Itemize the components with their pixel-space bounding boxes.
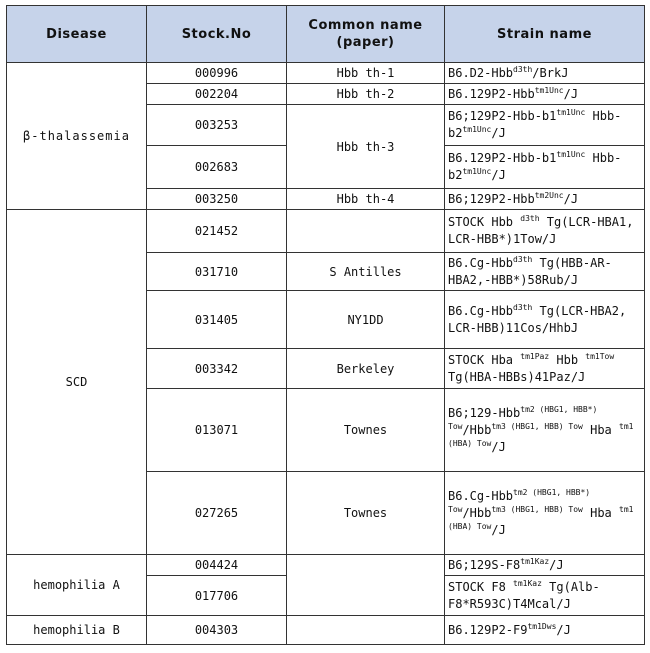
common-name-cell: Hbb th-3: [287, 105, 445, 189]
strain-text: B6.Cg-Hbb: [448, 488, 514, 503]
strain-cell: [445, 210, 645, 253]
table-row: [7, 555, 645, 576]
strain-text: /J: [549, 557, 564, 572]
strain-text: /J: [491, 126, 506, 140]
strain-text: Hbb: [549, 352, 586, 367]
allele-superscript: tm1Dws: [527, 621, 557, 631]
allele-superscript: tm1Paz: [520, 351, 550, 361]
allele-superscript: tm1Unc: [556, 108, 586, 117]
common-name-cell: Hbb th-4: [287, 189, 445, 210]
allele-superscript: tm1Unc: [556, 150, 586, 159]
common-name-cell: Berkeley: [287, 349, 445, 389]
header-stock-no: Stock.No: [147, 6, 287, 63]
strain-text: Hbb-b2: [448, 151, 622, 182]
strain-cell: [445, 472, 645, 555]
stock-cell: 003250: [147, 189, 287, 210]
strain-text: Hba: [582, 422, 619, 437]
common-name-cell: [287, 616, 445, 645]
common-name-cell: S Antilles: [287, 253, 445, 291]
strain-cell: [445, 389, 645, 472]
header-strain-name: Strain name: [445, 6, 645, 63]
strain-cell: [445, 146, 645, 189]
strain-text: /J: [563, 191, 579, 206]
strain-cell: [445, 291, 645, 349]
stock-cell: 004303: [147, 616, 287, 645]
strain-text: B6.Cg-Hbb: [448, 303, 514, 318]
stock-cell: 013071: [147, 389, 287, 472]
strain-text: B6;129-Hbb: [448, 405, 521, 420]
allele-superscript: tm1 (HBA) Tow: [448, 421, 634, 448]
strain-text: Tg(HBB-AR-HBA2,-HBB*)58Rub/J: [448, 255, 612, 287]
strain-text: B6.Cg-Hbb: [448, 255, 514, 270]
allele-superscript: tm3 (HBG1, HBB) Tow: [491, 421, 583, 431]
header-row: [7, 6, 645, 63]
strain-text: /Hbb: [462, 422, 492, 437]
stock-cell: 004424: [147, 555, 287, 576]
strain-text: B6.129P2-Hbb: [448, 86, 535, 101]
allele-superscript: tm1Kaz: [513, 578, 542, 588]
mouse-strain-table: [6, 5, 645, 645]
allele-superscript: tm2Unc: [534, 190, 564, 200]
header-common-name: [287, 6, 445, 63]
allele-superscript: d3th: [513, 64, 533, 74]
strain-text: B6;129P2-Hbb: [448, 191, 535, 206]
allele-superscript: tm2 (HBG1, HBB*) Tow: [448, 487, 591, 514]
disease-cell: β-thalassemia: [7, 63, 147, 210]
disease-cell: hemophilia A: [7, 555, 147, 616]
table-row: [7, 616, 645, 645]
allele-superscript: tm1 (HBA) Tow: [448, 504, 634, 531]
strain-table-wrapper: [6, 5, 644, 645]
strain-text: Tg(LCR-HBA1, LCR-HBB*)1Tow/J: [448, 215, 634, 246]
strain-text: /J: [491, 522, 506, 537]
strain-text: STOCK Hbb: [448, 215, 521, 229]
disease-cell: SCD: [7, 210, 147, 555]
common-name-cell: Townes: [287, 389, 445, 472]
strain-text: /Hbb: [462, 505, 492, 520]
strain-text: Tg(LCR-HBA2, LCR-HBB)11Cos/HhbJ: [448, 303, 627, 335]
allele-superscript: tm1Tow: [585, 351, 615, 361]
stock-cell: 021452: [147, 210, 287, 253]
strain-text: B6;129P2-Hbb-b1: [448, 109, 557, 123]
header-common-line2: (paper): [336, 35, 395, 50]
strain-cell: [445, 555, 645, 576]
strain-text: Hba: [582, 505, 619, 520]
allele-superscript: tm1Unc: [462, 167, 492, 176]
strain-cell: [445, 84, 645, 105]
strain-cell: [445, 349, 645, 389]
strain-text: /J: [556, 622, 571, 637]
strain-cell: [445, 63, 645, 84]
table-row: [7, 63, 645, 84]
header-common-line1: Common name: [308, 18, 423, 33]
strain-text: STOCK Hba: [448, 352, 521, 367]
strain-text: STOCK F8: [448, 579, 514, 594]
common-name-cell: Hbb th-2: [287, 84, 445, 105]
strain-text: B6.129P2-F9: [448, 622, 528, 637]
allele-superscript: tm1Unc: [462, 125, 492, 134]
strain-cell: [445, 253, 645, 291]
strain-text: Tg(Alb-F8*R593C)T4Mcal/J: [448, 579, 600, 611]
strain-text: B6;129S-F8: [448, 557, 521, 572]
stock-cell: 031710: [147, 253, 287, 291]
allele-superscript: tm3 (HBG1, HBB) Tow: [491, 504, 583, 514]
allele-superscript: tm1Unc: [534, 85, 564, 95]
strain-cell: [445, 576, 645, 616]
allele-superscript: tm2 (HBG1, HBB*) Tow: [448, 404, 598, 431]
stock-cell: 017706: [147, 576, 287, 616]
strain-text: B6.D2-Hbb: [448, 65, 514, 80]
common-name-cell: Hbb th-1: [287, 63, 445, 84]
strain-cell: [445, 189, 645, 210]
stock-cell: 000996: [147, 63, 287, 84]
common-name-cell: Townes: [287, 472, 445, 555]
header-disease: Disease: [7, 6, 147, 63]
strain-text: /J: [491, 439, 506, 454]
disease-cell: hemophilia B: [7, 616, 147, 645]
strain-text: /BrkJ: [532, 65, 569, 80]
strain-text: /J: [563, 86, 579, 101]
strain-cell: [445, 105, 645, 146]
strain-text: Hbb-b2: [448, 109, 622, 140]
strain-text: /J: [491, 168, 506, 182]
common-name-cell: [287, 210, 445, 253]
table-row: [7, 210, 645, 253]
allele-superscript: d3th: [520, 214, 540, 223]
stock-cell: 002204: [147, 84, 287, 105]
stock-cell: 027265: [147, 472, 287, 555]
allele-superscript: d3th: [513, 254, 533, 264]
stock-cell: 031405: [147, 291, 287, 349]
strain-text: Tg(HBA-HBBs)41Paz/J: [448, 369, 586, 384]
stock-cell: 003253: [147, 105, 287, 146]
strain-cell: [445, 616, 645, 645]
stock-cell: 002683: [147, 146, 287, 189]
strain-text: B6.129P2-Hbb-b1: [448, 151, 557, 165]
common-name-cell: [287, 555, 445, 616]
stock-cell: 003342: [147, 349, 287, 389]
allele-superscript: tm1Kaz: [520, 556, 550, 566]
common-name-cell: NY1DD: [287, 291, 445, 349]
allele-superscript: d3th: [513, 302, 533, 312]
